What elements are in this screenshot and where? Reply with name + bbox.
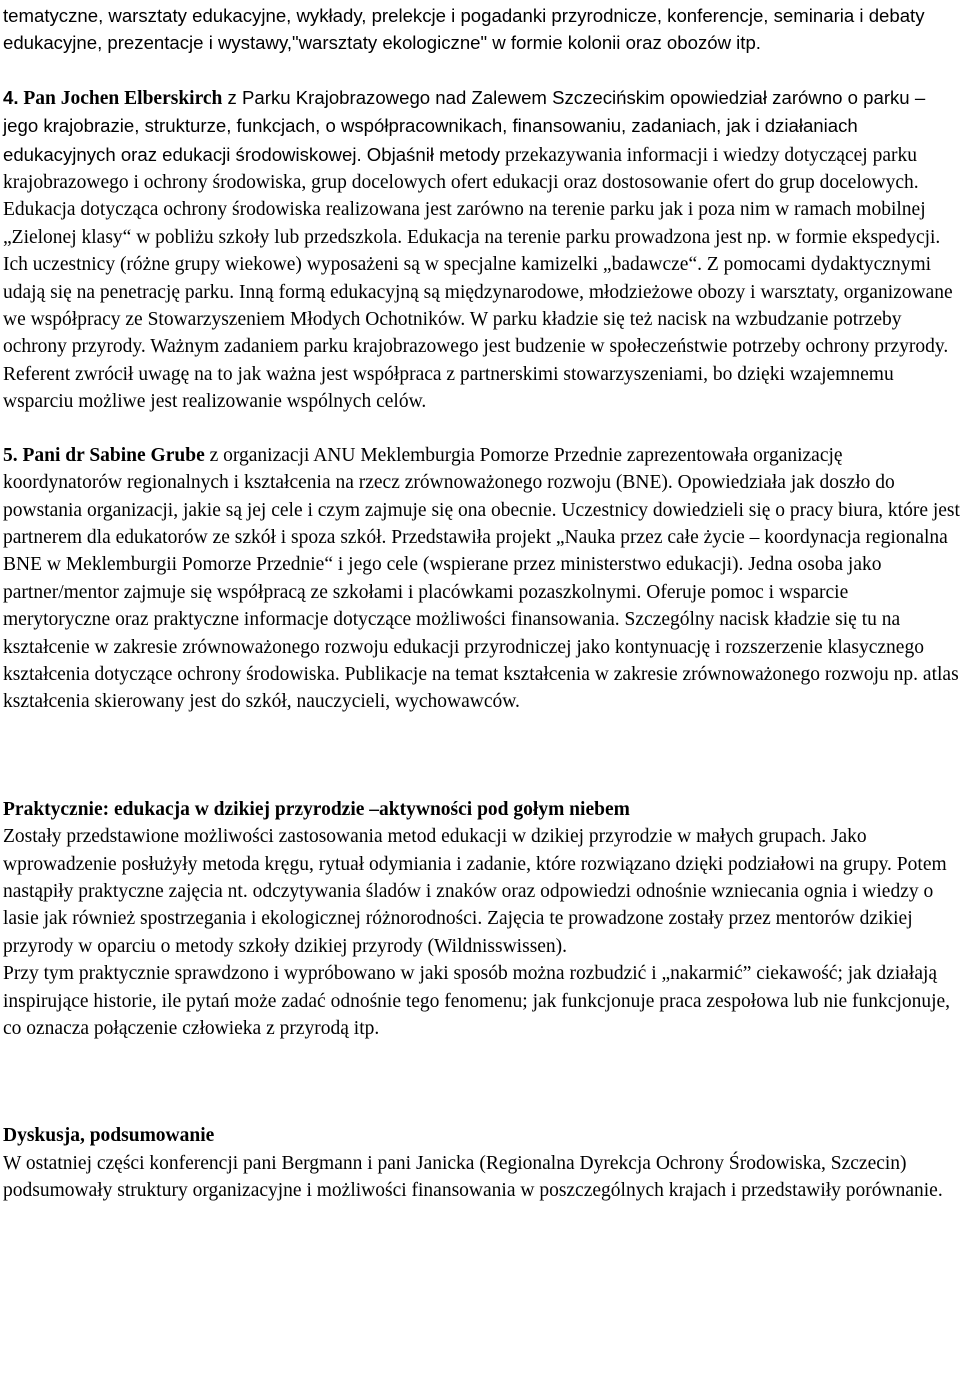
practical-paragraph-2: Przy tym praktycznie sprawdzono i wypróbowano w jaki sposób można rozbudzić i „nakarmić” ciekawość; jak działają inspirujące historie, ile pytań może zadać odnośnie tego fenomenu; jak funkcjonuje praca zespołowa lub nie funkcjonuje, co oznacza połączenie człowieka z przyrodą itp. [3, 963, 951, 1039]
item-5-number: 5. [3, 444, 18, 466]
item-4-number: 4. [3, 86, 19, 108]
item-5-paragraph [3, 442, 960, 716]
practical-section [3, 796, 960, 1043]
spacer [3, 1042, 960, 1122]
spacer [3, 57, 960, 84]
spacer [3, 416, 960, 442]
item-4-speaker: Pan Jochen Elberskirch [23, 87, 223, 109]
practical-heading: Praktycznie: edukacja w dzikiej przyrodzie –aktywności pod gołym niebem [3, 798, 630, 820]
item-4-sans-text: z Parku Krajobrazowego nad Zalewem Szczecińskim opowiedział zarówno o parku – jego krajobrazie, strukturze, funkcjach, o współpracownikach, finansowaniu, zadaniach, jak i działaniach edukacyjnych oraz edukacji środowiskowej. Objaśnił metody [3, 86, 926, 165]
discussion-paragraph: W ostatniej części konferencji pani Bergmann i pani Janicka (Regionalna Dyrekcja Ochrony Środowiska, Szczecin) podsumowały struktury organizacyjne i możliwości finansowania w poszczególnych krajach i przedstawiły porównanie. [3, 1152, 943, 1202]
discussion-heading: Dyskusja, podsumowanie [3, 1125, 215, 1147]
intro-text: tematyczne, warsztaty edukacyjne, wykłady, prelekcje i pogadanki przyrodnicze, konferencje, seminaria i debaty edukacyjne, prezentacje i wystawy,"warsztaty ekologiczne" w formie kolonii oraz obozów itp. [3, 5, 925, 54]
practical-paragraph-1: Zostały przedstawione możliwości zastosowania metod edukacji w dzikiej przyrodzie w małych grupach. Jako wprowadzenie posłużyły metoda kręgu, rytuał odymiania i zadanie, które rozwiązano dzięki podziałowi na grupy. Potem nastąpiły praktyczne zajęcia nt. odczytywania śladów i znaków oraz odpowiedzi odnośnie wzniecania ognia i wiedzy o lasie jak również spostrzegania i ekologicznej różnorodności. Zajęcia te prowadzone zostały przez mentorów dzikiej przyrody w oparciu o metody szkoły dzikiej przyrody (Wildnisswissen). [3, 826, 947, 957]
intro-paragraph [3, 2, 960, 57]
item-4-text: przekazywania informacji i wiedzy dotyczącej parku krajobrazowego i ochrony środowiska, grup docelowych ofert edukacji oraz dostosowanie ofert do grup docelowych. Edukacja dotycząca ochrony środowiska realizowana jest zarówno na terenie parku jak i poza nim w ramach mobilnej „Zielonej klasy“ w pobliżu szkoły lub przedszkola. Edukacja na terenie parku prowadzona jest np. w formie ekspedycji. Ich uczestnicy (różne grupy wiekowe) wyposażeni są w specjalne kamizelki „badawcze“. Z pomocami dydaktycznymi udają się na penetrację parku. Inną formą edukacyjną są międzynarodowe, młodzieżowe obozy i warsztaty, organizowane we współpracy ze Stowarzyszeniem Młodych Ochotników. W parku kładzie się też nacisk na wzbudzanie potrzeby ochrony przyrody. Ważnym zadaniem parku krajobrazowego jest budzenie w społeczeństwie potrzeby ochrony przyrody. Referent zwrócił uwagę na to jak ważna jest współpraca z partnerskimi stowarzyszeniami, bo dzięki wzajemnemu wsparciu możliwe jest realizowanie wspólnych celów. [3, 144, 953, 413]
document-page [3, 2, 960, 1205]
item-5-text: z organizacji ANU Meklemburgia Pomorze Przednie zaprezentowała organizację koordynatorów regionalnych i kształcenia na rzecz zrównoważonego rozwoju (BNE). Opowiedziała jak doszło do powstania organizacji, jakie są jej cele i czym zajmuje się ona obecnie. Uczestnicy dowiedzieli się o pracy biura, które jest partnerem dla edukatorów ze szkół i spoza szkół. Przedstawiła projekt „Nauka przez całe życie – koordynacja regionalna BNE w Meklemburgii Pomorze Przednie“ i jego cele (wspierane przez ministerstwo edukacji). Jedna osoba jako partner/mentor zajmuje się współpracą ze szkołami i placówkami pozaszkolnymi. Oferuje pomoc i wsparcie merytoryczne oraz praktyczne informacje dotyczące możliwości finansowania. Szczególny nacisk kładzie się tu na kształcenie w zakresie zrównoważonego rozwoju edukacji przyrodniczej jako kontynuację i rozszerzenie klasycznego kształcenia dotyczące ochrony środowiska. Publikacje na temat kształcenia w zakresie zrównoważonego rozwoju np. atlas kształcenia skierowany jest do szkół, nauczycieli, wychowawców. [3, 444, 960, 713]
item-5-speaker: Pani dr Sabine Grube [22, 444, 205, 466]
spacer [3, 716, 960, 796]
discussion-section [3, 1122, 960, 1204]
item-4-paragraph [3, 84, 960, 416]
